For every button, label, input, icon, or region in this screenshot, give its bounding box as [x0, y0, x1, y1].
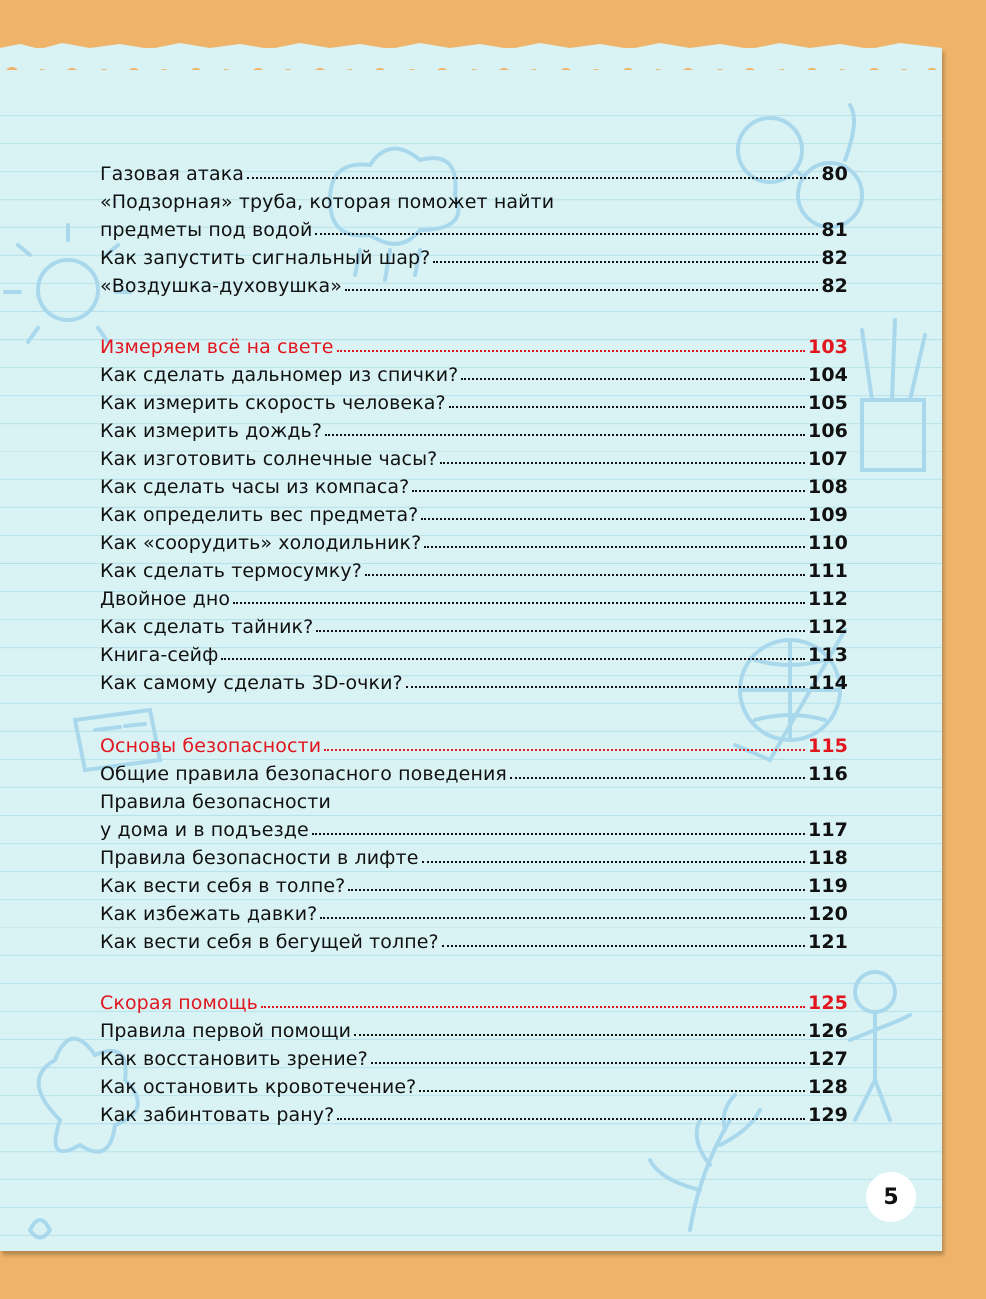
toc-entry[interactable]: Как изготовить солнечные часы? 107 — [100, 448, 848, 470]
toc-entry[interactable]: Правила безопасности в лифте 118 — [100, 847, 848, 869]
toc-entry[interactable]: Как забинтовать рану? 129 — [100, 1104, 848, 1126]
toc-entry[interactable]: Как измерить скорость человека? 105 — [100, 392, 848, 414]
toc-section-heading[interactable]: Измеряем всё на свете 103 — [100, 336, 848, 358]
toc-entry[interactable]: Как сделать часы из компаса? 108 — [100, 476, 848, 498]
toc-entry[interactable]: Как самому сделать 3D-очки? 114 — [100, 672, 848, 694]
toc-entry[interactable]: Общие правила безопасного поведения 116 — [100, 763, 848, 785]
toc-entry[interactable]: Двойное дно 112 — [100, 588, 848, 610]
toc-entry[interactable]: Правила безопасности — [100, 791, 331, 813]
toc-entry[interactable]: Как избежать давки? 120 — [100, 903, 848, 925]
toc-section-heading[interactable]: Основы безопасности 115 — [100, 735, 848, 757]
toc-entry[interactable]: Как запустить сигнальный шар? 82 — [100, 247, 848, 269]
page-number-label: 5 — [883, 1184, 899, 1210]
toc-entry[interactable]: у дома и в подъезде 117 — [100, 819, 848, 841]
toc-entry[interactable]: Как сделать термосумку? 111 — [100, 560, 848, 582]
page-number — [866, 1172, 916, 1222]
toc-entry[interactable]: Как восстановить зрение? 127 — [100, 1048, 848, 1070]
toc-entry[interactable]: Как определить вес предмета? 109 — [100, 504, 848, 526]
torn-edge-holes — [0, 40, 942, 70]
toc-entry[interactable]: Как измерить дождь? 106 — [100, 420, 848, 442]
toc-entry[interactable]: Как вести себя в бегущей толпе? 121 — [100, 931, 848, 953]
toc-entry[interactable]: предметы под водой 81 — [100, 219, 848, 241]
toc-entry[interactable]: Как сделать тайник? 112 — [100, 616, 848, 638]
toc-entry[interactable]: Газовая атака 80 — [100, 163, 848, 185]
toc-entry[interactable]: Правила первой помощи 126 — [100, 1020, 848, 1042]
toc-section-heading[interactable]: Скорая помощь 125 — [100, 992, 848, 1014]
toc-entry[interactable]: Книга-сейф 113 — [100, 644, 848, 666]
toc-entry[interactable]: Как «соорудить» холодильник? 110 — [100, 532, 848, 554]
toc-entry[interactable]: Как вести себя в толпе? 119 — [100, 875, 848, 897]
toc-entry[interactable]: Как сделать дальномер из спички? 104 — [100, 364, 848, 386]
toc-entry[interactable]: Как остановить кровотечение? 128 — [100, 1076, 848, 1098]
toc-entry[interactable]: «Подзорная» труба, которая поможет найти — [100, 191, 555, 213]
toc-entry[interactable]: «Воздушка-духовушка» 82 — [100, 275, 848, 297]
